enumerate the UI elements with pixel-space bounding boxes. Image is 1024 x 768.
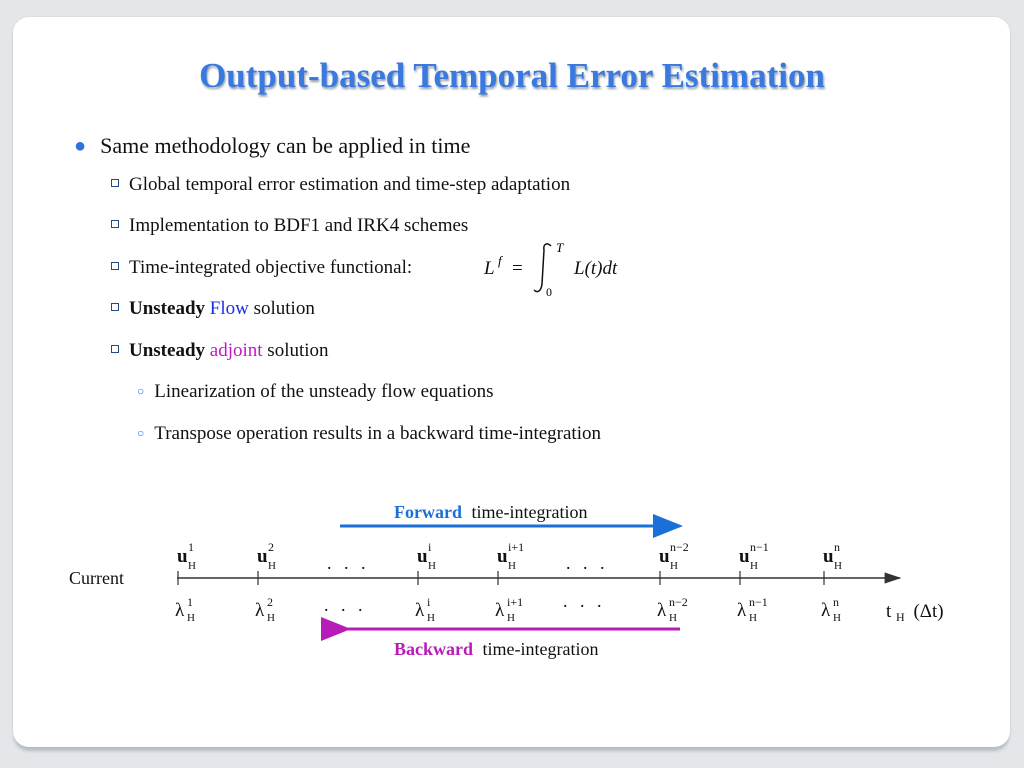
- sub-item-2: [111, 215, 468, 237]
- ring-bullet-icon: ○: [137, 426, 145, 440]
- adjoint-symbol: λ: [737, 600, 747, 621]
- lambda-ellipsis-right: . . .: [563, 591, 606, 611]
- solution-subscript: H: [508, 560, 516, 572]
- adjoint-symbol: λ: [495, 600, 505, 621]
- backward-label: [394, 639, 598, 659]
- bullet-dot-icon: ●: [74, 135, 87, 157]
- adjoint-step-label: i+1: [507, 595, 524, 609]
- solution-symbol: u: [257, 546, 268, 567]
- solution-symbol: u: [417, 546, 428, 567]
- formula-integrand: L(t)dt: [574, 258, 618, 279]
- axis-label-sub: H: [896, 610, 905, 624]
- backward-label-rest: time-integration: [482, 639, 599, 659]
- functional-formula: [478, 238, 648, 300]
- forward-label-bold: Forward: [394, 502, 462, 522]
- square-bullet-icon: [111, 303, 119, 311]
- unsteady-adjoint-rest: solution: [267, 340, 329, 361]
- sub-sub-item-1-text: Linearization of the unsteady flow equations: [154, 381, 494, 402]
- solution-step-label: n−2: [670, 540, 689, 554]
- u-ellipsis-left: . . .: [327, 553, 370, 573]
- sub-item-2-text: Implementation to BDF1 and IRK4 schemes: [129, 215, 469, 236]
- adjoint-step-label: n−1: [749, 595, 768, 609]
- unsteady-adjoint-bold: Unsteady: [129, 340, 206, 361]
- adjoint-step-label: n: [833, 595, 839, 609]
- solution-symbol: u: [497, 546, 508, 567]
- adjoint-symbol: λ: [657, 600, 667, 621]
- solution-labels: [177, 540, 842, 572]
- solution-subscript: H: [834, 560, 842, 572]
- sub-sub-item-2-text: Transpose operation results in a backward time-integration: [154, 423, 601, 444]
- main-bullet: [74, 133, 470, 159]
- solution-step-label: n: [834, 540, 840, 554]
- forward-label-rest: time-integration: [471, 502, 588, 522]
- adjoint-subscript: H: [669, 612, 677, 624]
- square-bullet-icon: [111, 345, 119, 353]
- solution-subscript: H: [268, 560, 276, 572]
- adjoint-subscript: H: [749, 612, 757, 624]
- sub-sub-item-1: [137, 381, 494, 403]
- lambda-ellipsis-left: . . .: [324, 595, 367, 615]
- sub-sub-item-2: [137, 423, 601, 445]
- formula-lhs-sup: f: [498, 253, 502, 268]
- square-bullet-icon: [111, 262, 119, 270]
- sub-item-3: [111, 257, 412, 279]
- sub-item-1: [111, 174, 570, 196]
- backward-label-bold: Backward: [394, 639, 474, 659]
- solution-subscript: H: [670, 560, 678, 572]
- adjoint-subscript: H: [833, 612, 841, 624]
- adjoint-step-label: 2: [267, 595, 273, 609]
- solution-symbol: u: [739, 546, 750, 567]
- square-bullet-icon: [111, 220, 119, 228]
- unsteady-flow-colored: Flow: [209, 298, 249, 319]
- solution-step-label: i+1: [508, 540, 525, 554]
- unsteady-flow-bold: Unsteady: [129, 298, 206, 319]
- current-label: Current: [69, 568, 124, 588]
- unsteady-flow-rest: solution: [253, 298, 315, 319]
- axis-label-t: t: [886, 601, 892, 622]
- adjoint-symbol: λ: [415, 600, 425, 621]
- adjoint-symbol: λ: [821, 600, 831, 621]
- ring-bullet-icon: ○: [137, 384, 145, 398]
- solution-step-label: i: [428, 540, 432, 554]
- unsteady-adjoint-colored: adjoint: [209, 340, 263, 361]
- sub-item-unsteady-adjoint: [111, 340, 329, 362]
- formula-upper-limit: T: [556, 240, 564, 255]
- adjoint-labels: [175, 595, 841, 624]
- axis-label-unit: (Δt): [913, 601, 944, 622]
- axis-label: [886, 601, 944, 626]
- square-bullet-icon: [111, 179, 119, 187]
- adjoint-subscript: H: [267, 612, 275, 624]
- solution-subscript: H: [750, 560, 758, 572]
- forward-label: [394, 502, 587, 522]
- adjoint-symbol: λ: [255, 600, 265, 621]
- adjoint-symbol: λ: [175, 600, 185, 621]
- main-bullet-text: Same methodology can be applied in time: [100, 133, 471, 158]
- adjoint-subscript: H: [427, 612, 435, 624]
- solution-subscript: H: [188, 560, 196, 572]
- adjoint-subscript: H: [187, 612, 195, 624]
- solution-symbol: u: [177, 546, 188, 567]
- sub-item-3-text: Time-integrated objective functional:: [129, 257, 413, 278]
- solution-subscript: H: [428, 560, 436, 572]
- solution-symbol: u: [659, 546, 670, 567]
- sub-item-unsteady-flow: [111, 298, 315, 320]
- formula-equals: =: [512, 258, 523, 279]
- solution-symbol: u: [823, 546, 834, 567]
- sub-item-1-text: Global temporal error estimation and time-step adaptation: [129, 174, 571, 195]
- solution-step-label: n−1: [750, 540, 769, 554]
- formula-lower-limit: 0: [546, 285, 552, 299]
- u-ellipsis-right: . . .: [566, 553, 609, 573]
- solution-step-label: 2: [268, 540, 274, 554]
- time-integration-diagram: [0, 490, 1024, 670]
- solution-step-label: 1: [188, 540, 194, 554]
- adjoint-step-label: i: [427, 595, 431, 609]
- formula-lhs: L: [484, 258, 495, 279]
- adjoint-step-label: n−2: [669, 595, 688, 609]
- slide-title: Output-based Temporal Error Estimation: [199, 56, 825, 95]
- adjoint-step-label: 1: [187, 595, 193, 609]
- adjoint-subscript: H: [507, 612, 515, 624]
